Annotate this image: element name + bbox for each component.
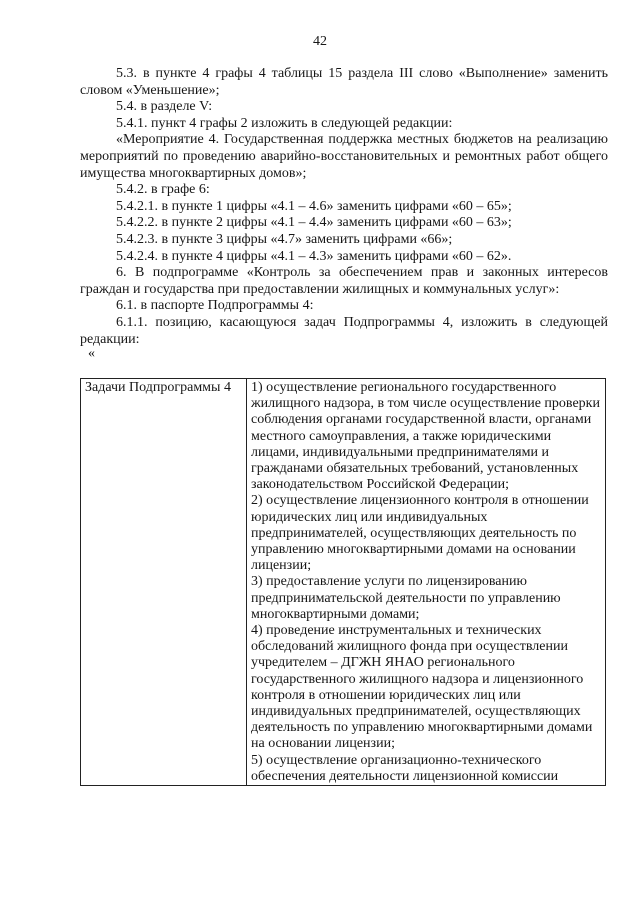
page-number: 42 [313, 34, 327, 49]
subprogram-tasks-table [80, 378, 606, 786]
paragraph-5-4-2: 5.4.2. в графе 6: [116, 182, 210, 198]
table-row [81, 379, 606, 786]
document-body [80, 66, 608, 360]
task-item-4: 4) проведение инструментальных и технических обследований жилищного фонда при осуществлении учредителем – ДГЖН ЯНАО регионального государственного жилищного надзора и лицензионного контроля в отношении юридических лиц или индивидуальных предпринимателей, осуществляющих деятельность по управлению многоквартирными домами на основании лицензии; [251, 623, 593, 752]
paragraph-6-1: 6.1. в паспорте Подпрограммы 4: [116, 298, 314, 314]
paragraph-5-4-2-1: 5.4.2.1. в пункте 1 цифры «4.1 – 4.6» заменить цифрами «60 – 65»; [116, 198, 512, 214]
task-item-3: 3) предоставление услуги по лицензированию предпринимательской деятельности по управлению многоквартирными домами; [251, 574, 561, 622]
paragraph-5-4-2-4: 5.4.2.4. в пункте 4 цифры «4.1 – 4.3» заменить цифрами «60 – 62». [116, 248, 512, 264]
tasks-label-cell: Задачи Подпрограммы 4 [81, 379, 247, 786]
paragraph-5-3: 5.3. в пункте 4 графы 4 таблицы 15 раздела III слово «Выполнение» заменить словом «Уменьшение»; [80, 66, 608, 98]
task-item-2: 2) осуществление лицензионного контроля в отношении юридических лиц или индивидуальных предпринимателей, осуществляющих деятельность по управлению многоквартирными домами на основании лицензии; [251, 493, 589, 574]
paragraph-5-4-2-3: 5.4.2.3. в пункте 3 цифры «4.7» заменить цифрами «66»; [116, 231, 453, 247]
paragraph-6-1-1: 6.1.1. позицию, касающуюся задач Подпрограммы 4, изложить в следующей редакции: [80, 314, 608, 347]
tasks-content-cell [247, 379, 606, 786]
paragraph-5-4: 5.4. в разделе V: [116, 99, 213, 115]
paragraph-measure-4: «Мероприятие 4. Государственная поддержка местных бюджетов на реализацию мероприятий по проведению аварийно-восстановительных и ремонтных работ общего имущества многоквартирных домов»; [80, 132, 608, 181]
opening-quote: « [88, 346, 95, 362]
paragraph-5-4-2-2: 5.4.2.2. в пункте 2 цифры «4.1 – 4.4» заменить цифрами «60 – 63»; [116, 215, 512, 231]
task-item-5: 5) осуществление организационно-технического обеспечения деятельности лицензионной комиссии [251, 752, 559, 784]
paragraph-5-4-1: 5.4.1. пункт 4 графы 2 изложить в следующей редакции: [116, 115, 453, 131]
task-item-1: 1) осуществление регионального государственного жилищного надзора, в том числе осуществление проверки соблюдения органами государственной власти, органами местного самоуправления, а также юридическими лицами, индивидуальными предпринимателями и гражданами обязательных требований, установленных законодательством Российской Федерации; [251, 380, 600, 493]
paragraph-6: 6. В подпрограмме «Контроль за обеспечением прав и законных интересов граждан и государства при предоставлении жилищных и коммунальных услуг»: [80, 265, 608, 297]
